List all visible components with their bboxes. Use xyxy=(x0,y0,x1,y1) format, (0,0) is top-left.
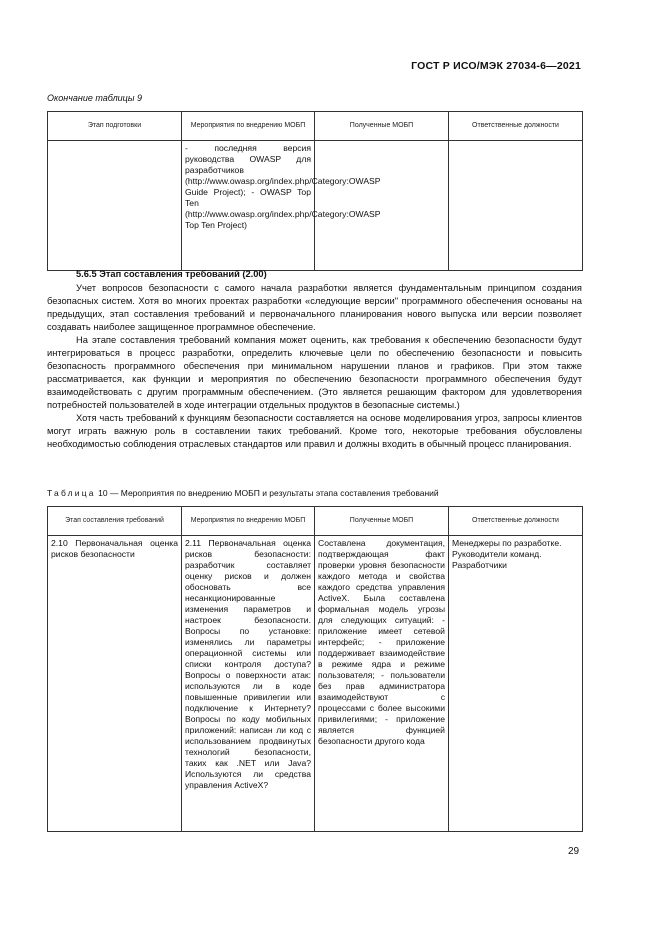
section-body xyxy=(47,282,582,451)
table10-caption-text: 10 — Мероприятия по внедрению МОБП и результаты этапа составления требований xyxy=(95,488,439,498)
table-header-row xyxy=(48,507,583,536)
table-10 xyxy=(47,506,583,832)
column-header: Ответственные должности xyxy=(449,507,583,536)
column-header: Ответственные должности xyxy=(449,112,583,141)
role-item: Руководители команд. xyxy=(452,549,542,559)
table-header-row xyxy=(48,112,583,141)
table-cell: 2.11 Первоначальная оценка рисков безопасности: разработчик составляет оценку рисков и должен обосновать все несанкционированные изменения параметров и настроек безопасности. Вопросы по установке: изменялись ли параметры операционной системы или списки контроля доступа? Вопросы о поверхности атак: используются ли в коде повышенные привилегии или подключение к Интернету? Вопросы по коду мобильных приложений: написан ли код с использованием продвинутых технологий безопасности, таких как .NET или Java? Используются ли средства управления ActiveX? xyxy=(182,536,315,832)
table-cell xyxy=(315,141,449,271)
table-cell xyxy=(449,536,583,832)
table-cell xyxy=(48,141,182,271)
page-number: 29 xyxy=(568,846,580,857)
column-header: Полученные МОБП xyxy=(315,112,449,141)
column-header: Полученные МОБП xyxy=(315,507,449,536)
table-row xyxy=(48,536,583,832)
table-cell: 2.10 Первоначальная оценка рисков безопасности xyxy=(48,536,182,832)
table10-caption xyxy=(47,488,439,498)
section-title: 5.6.5 Этап составления требований (2.00) xyxy=(76,269,267,279)
column-header: Мероприятия по внедрению МОБП xyxy=(182,507,315,536)
table-cell xyxy=(449,141,583,271)
paragraph: Хотя часть требований к функциям безопасности составляется на основе моделирования угроз, запросы клиентов могут играть важную роль в составлении таких требований. Кроме того, некоторые требования обусловлены необходимостью соблюдения отраслевых стандартов или правил и должны входить в обычный процесс планирования. xyxy=(47,411,582,449)
table9-caption: Окончание таблицы 9 xyxy=(47,93,142,103)
table-cell: - последняя версия руководства OWASP для разработчиков (http://www.owasp.org/index.php/Category:OWASP Guide Project); - OWASP Top Ten (http://www.owasp.org/index.php/Category:OWASP Top Ten Project) xyxy=(182,141,315,271)
role-item: Разработчики xyxy=(452,560,507,570)
column-header: Мероприятия по внедрению МОБП xyxy=(182,112,315,141)
table-cell: Составлена документация, подтверждающая факт проверки уровня безопасности каждого метода и свойства каждого средства управления ActiveX. Была составлена формальная модель угрозы для следующих ситуаций: - приложение имеет сетевой интерфейс; - приложение поддерживает взаимодействие в режиме ядра и режиме пользователя; - пользователи без прав администратора взаимодействуют с процессами с более высокими привилегиями; - приложение является функцией безопасности другого кода xyxy=(315,536,449,832)
table-row xyxy=(48,141,583,271)
column-header: Этап подготовки xyxy=(48,112,182,141)
paragraph: На этапе составления требований компания может оценить, как требования к обеспечению безопасности будут интегрироваться в процесс разработки, определить ключевые цели по обеспечению безопасности и повысить безопасность программного обеспечения при минимальном нарушении планов и графиков. При этом также рассматривается, как функции и мероприятия по обеспечению безопасности программного обеспечения будут взаимодействовать с другим программным обеспечением. (Это является решающим фактором для удовлетворения потребностей пользователей в ходе интеграции отдельных продуктов в безопасные системы.) xyxy=(47,333,582,410)
column-header: Этап составления требований xyxy=(48,507,182,536)
standard-header: ГОСТ Р ИСО/МЭК 27034-6—2021 xyxy=(411,60,581,72)
role-item: Менеджеры по разработке. xyxy=(452,538,562,548)
table-9 xyxy=(47,111,583,271)
table10-caption-label: Таблица xyxy=(47,488,96,498)
paragraph: Учет вопросов безопасности с самого начала разработки является фундаментальным принципом создания безопасных систем. Хотя во многих проектах разработки «следующие версии" программного обеспечения основаны на предыдущих, этап составления требований и первоначального планирования нового выпуска или версии позволяет создавать наиболее защищенное программное обеспечение. xyxy=(47,282,582,332)
